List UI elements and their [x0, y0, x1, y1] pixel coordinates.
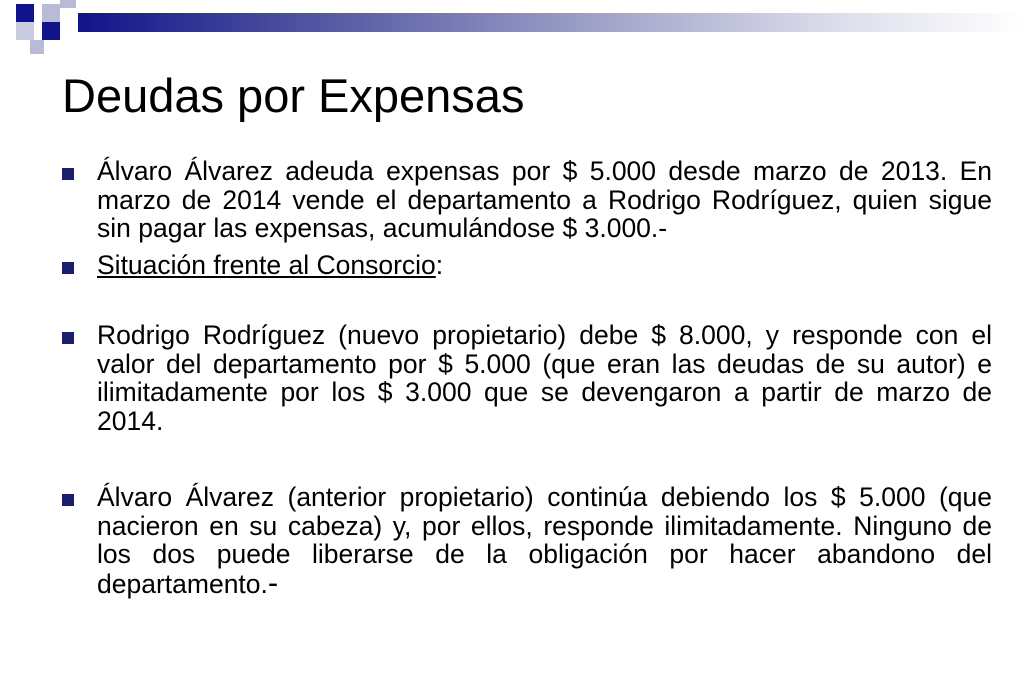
decor-square: [60, 0, 76, 8]
bullet-square-icon: [62, 262, 74, 274]
bullet-text: Rodrigo Rodríguez (nuevo propietario) debe $ 8.000, y responde con el valor del departamento por $ 5.000 (que eran las deudas de su autor) e ilimitadamente por los $ 3.000 que se devengaron a partir de marzo de 2014.: [97, 320, 992, 436]
bullet-text: Álvaro Álvarez (anterior propietario) continúa debiendo los $ 5.000 (que nacieron en su cabeza) y, por ellos, responde ilimitadamente. Ninguno de los dos puede liberarse de la obligación por hacer abandono del departamento.: [97, 482, 992, 599]
bullet-item: [62, 251, 992, 280]
bullet-item: [62, 483, 992, 598]
bullet-list: [62, 157, 992, 598]
header-gradient-bar: [78, 13, 1024, 32]
bullet-heading-suffix: :: [435, 249, 444, 280]
decor-square: [42, 4, 60, 22]
bullet-ending: -: [267, 564, 279, 600]
bullet-square-icon: [62, 332, 74, 344]
decor-square: [16, 22, 34, 40]
decor-square: [16, 4, 34, 22]
bullet-square-icon: [62, 168, 74, 180]
decor-square: [30, 40, 44, 54]
bullet-text: Álvaro Álvarez adeuda expensas por $ 5.000 desde marzo de 2013. En marzo de 2014 vende el departamento a Rodrigo Rodríguez, quien sigue sin pagar las expensas, acumulándose $ 3.000.-: [97, 156, 992, 243]
bullet-item: [62, 157, 992, 243]
decor-square: [42, 22, 60, 40]
bullet-item: [62, 321, 992, 435]
bullet-heading: Situación frente al Consorcio: [97, 249, 436, 280]
bullet-square-icon: [62, 494, 74, 506]
slide-title: Deudas por Expensas: [62, 69, 525, 122]
